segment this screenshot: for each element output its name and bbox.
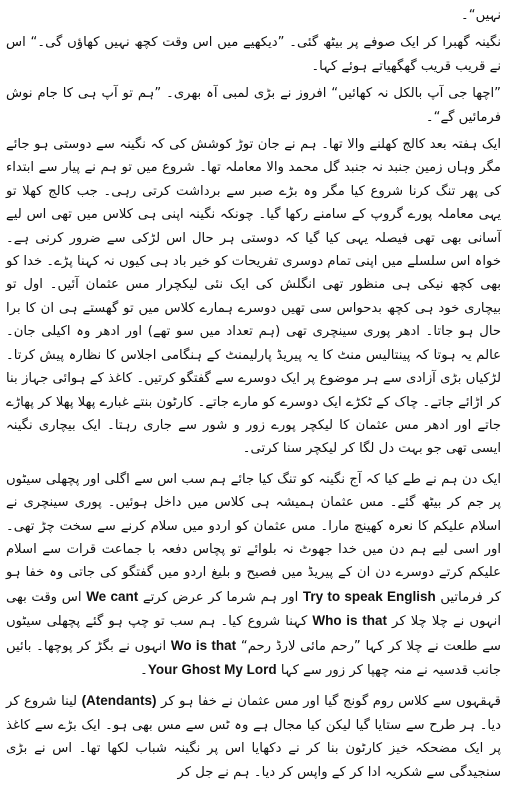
urdu-text: ایک دن ہم نے طے کیا کہ آج نگینہ کو تنگ کیا جائے ہم سب اس سے اگلی اور پچھلی سیٹوں پر جم کر بیٹھ گئے۔ مس عثمان ہمیشہ ہی کلاس میں داخل ہوئیں۔ پوری سینچری نے اسلام علیکم کا نعرہ کھینچ مارا۔ مس عثمان کو اردو میں سلام کرنے سے سخت چڑ تھی۔ اور اسی لیے ہم دن میں خدا جھوٹ نہ بلوائے تو پچاس دفعہ با جماعت قرات سے اسلام علیکم کرتے دوسرے دن ان کے پیریڈ میں فصیح و بلیغ اردو میں گفتگو کی جاتی وہ خفا ہو کر فرماتیں	[6, 471, 501, 605]
urdu-text: انہوں نے بگڑ کر پوچھا۔ بائیں جانب قدسیہ نے منہ چھپا کر زور سے کہا	[6, 638, 501, 678]
english-phrase: Wo is that	[170, 637, 237, 653]
urdu-text: نہیں“۔	[461, 8, 501, 23]
urdu-text: اس وقت بھی انہوں نے چلا چلا کر	[6, 589, 501, 630]
urdu-text: لینا شروع کر دیا۔ ہر طرح سے ستایا گیا لیکن کیا مجال ہے وہ ٹس سے مس بھی ہو۔ ایک بڑے سے کاغذ پر ایک مضحکہ خیز کارٹون بنا کر نے دکھایا اس پر نگینہ شباب لکھا تھا۔ اس نے بڑی سنجیدگی سے شکریہ ادا کر کے واپس کر دیا۔ ہم نے جل کر	[6, 694, 501, 780]
paragraph	[6, 82, 501, 129]
urdu-text: ایک ہفتہ بعد کالج کھلنے والا تھا۔ ہم نے جان توڑ کوشش کی کہ نگینہ سے دوستی ہو جائے مگر وہاں زمین جنبد نہ جنبد گل محمد والا معاملہ تھا۔ شروع میں تو ہم نے پیار سے ابتداء کی پھر تنگ کرنا شروع کیا مگر وہ بڑے صبر سے برداشت کرتی رہی۔ جب کالج کھلا تو یہی معاملہ پورے گروپ کے سامنے رکھا گیا۔ چونکہ نگینہ اپنی ہی کلاس میں تھی اس لیے آسانی بھی تھی فیصلہ یہی کیا گیا کہ دوستی ہر حال اس لڑکی سے ضرور کرنی ہے۔ خواہ اس سلسلے میں اپنی تمام دوسری تفریحات کو خیر باد ہی کیوں نہ کہنا پڑے۔ خدا کو بھی کچھ نیکی ہی منظور تھی انگلش کی ایک نئی لیکچرار مس عثمان آئیں۔ اول تو بیچاری خود ہی کچھ بدحواس سی تھیں دوسرے ہمارے کلاس میں تو گھستے ہی ان کا برا حال ہو جاتا۔ ادھر پوری سینچری تھی (ہم تعداد میں سو تھے) اور ادھر وہ اکیلی جان۔ عالم یہ ہوتا کہ پینتالیس منٹ کا یہ پیریڈ پارلیمنٹ کے ہنگامی اجلاس کا نظارہ پیش کرتا۔ لڑکیاں بڑی آزادی سے ہر موضوع پر ایک دوسرے سے گفتگو کرتیں۔ کاغذ کے ہوائی جہاز بنا کر اڑائے جاتے۔ چاک کے ٹکڑے ایک دوسرے کو مارے جاتے۔ کارٹون بنتے غبارے پھلا پھلا کر پھاڑے جاتے اور ادھر مس عثمان کا لیکچر پورے زور و شور سے جاری رہتا۔ ایک بیچاری نگینہ ایسی تھی جو بہت دل لگا کر لیکچر سنا کرتی۔	[6, 137, 501, 457]
english-phrase: Your Ghost My Lord	[147, 661, 277, 677]
urdu-text: قہقہوں سے کلاس روم گونج گیا اور مس عثمان نے خفا ہو کر	[156, 694, 501, 710]
english-phrase: Who is that	[312, 613, 387, 629]
paragraph	[6, 468, 501, 683]
urdu-text: کہنا شروع کیا۔ ہم سب تو چپ ہو گئے پچھلی سیٹوں سے طلعت نے چلا کر کہا ”رحم مائی لارڈ رحم“	[6, 614, 501, 654]
english-phrase: We cant	[86, 588, 139, 604]
urdu-text: نگینہ گھبرا کر ایک صوفے پر بیٹھ گئی۔ ”دیکھیے میں اس وقت کچھ نہیں کھاؤں گی۔“ اس نے قریب قریب گھگھیاتے ہوئے کہا۔	[6, 35, 501, 74]
english-phrase: Try to speak English	[302, 588, 436, 604]
paragraph	[6, 31, 501, 78]
urdu-text: اور ہم شرما کر عرض کرتے	[138, 589, 303, 605]
paragraph	[6, 133, 501, 461]
english-phrase: (Atendants)	[81, 693, 157, 709]
urdu-text: ”اچھا جی آپ بالکل نہ کھائیں“ افروز نے بڑی لمبی آہ بھری۔ ”ہم تو آپ ہی کا جام نوش فرمائیں گے“۔	[6, 86, 501, 125]
urdu-text: ۔	[140, 662, 148, 678]
paragraph	[6, 4, 501, 27]
paragraph	[6, 689, 501, 784]
